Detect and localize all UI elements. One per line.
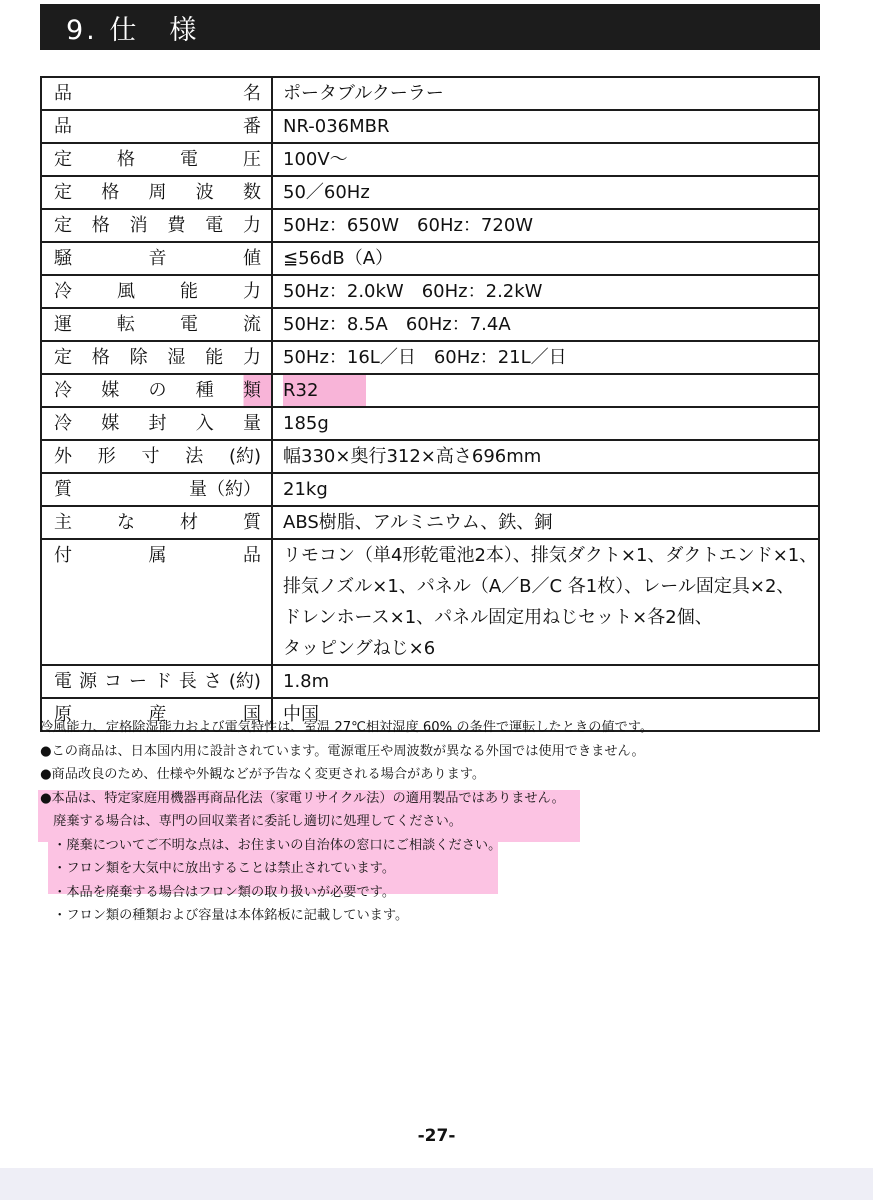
spec-row bbox=[41, 341, 819, 374]
spec-label-char: 冷 bbox=[54, 380, 72, 401]
spec-label-char: 冷 bbox=[54, 413, 72, 434]
spec-value-text: 21kg bbox=[283, 479, 328, 500]
spec-table bbox=[40, 76, 820, 732]
spec-label-char: 格 bbox=[91, 215, 110, 236]
spec-value bbox=[272, 440, 819, 473]
spec-value-text: 185g bbox=[283, 413, 329, 434]
spec-value bbox=[272, 209, 819, 242]
spec-label bbox=[41, 473, 272, 506]
spec-value-text: R32 bbox=[283, 375, 366, 406]
spec-label-char: 電 bbox=[205, 215, 224, 236]
note-line: 廃棄する場合は、専門の回収業者に委託し適切に処理してください。 bbox=[40, 814, 462, 829]
spec-label-char: 量（約） bbox=[189, 479, 261, 500]
spec-label-char: 運 bbox=[54, 314, 72, 335]
spec-label bbox=[41, 110, 272, 143]
spec-label-char: 消 bbox=[129, 215, 148, 236]
bottom-strip bbox=[0, 1168, 873, 1200]
spec-value bbox=[272, 143, 819, 176]
spec-label-char: 格 bbox=[101, 182, 120, 203]
spec-value-text: ABS樹脂、アルミニウム、鉄、銅 bbox=[283, 512, 553, 533]
spec-label-char: 法 bbox=[185, 446, 204, 467]
spec-value bbox=[272, 407, 819, 440]
spec-value bbox=[272, 506, 819, 539]
spec-value bbox=[272, 77, 819, 110]
spec-label-char: 波 bbox=[195, 182, 214, 203]
spec-label-char: ド bbox=[153, 671, 172, 692]
spec-label bbox=[41, 374, 272, 407]
spec-label-char: 品 bbox=[54, 116, 72, 137]
spec-value-text: 100V〜 bbox=[283, 149, 348, 170]
spec-value bbox=[272, 275, 819, 308]
spec-label bbox=[41, 176, 272, 209]
spec-label-char: 材 bbox=[180, 512, 198, 533]
spec-label-char: 風 bbox=[117, 281, 135, 302]
spec-label-char: 格 bbox=[91, 347, 110, 368]
spec-row bbox=[41, 143, 819, 176]
spec-label-char: 原 bbox=[54, 704, 72, 725]
spec-label-char: 付 bbox=[54, 545, 72, 566]
spec-label-char: 長 bbox=[178, 671, 197, 692]
spec-value-text: 50／60Hz bbox=[283, 182, 370, 203]
spec-label-char: 費 bbox=[167, 215, 186, 236]
page-number: -27- bbox=[417, 1126, 456, 1146]
spec-value bbox=[272, 308, 819, 341]
spec-label bbox=[41, 440, 272, 473]
spec-value-line: ドレンホース×1、パネル固定用ねじセット×各2個、 bbox=[283, 607, 713, 628]
spec-label-char: 質 bbox=[243, 512, 261, 533]
spec-row bbox=[41, 539, 819, 665]
spec-row bbox=[41, 176, 819, 209]
spec-label-char: 品 bbox=[243, 545, 261, 566]
spec-label-char: 定 bbox=[54, 182, 72, 203]
note-line: ・フロン類の種類および容量は本体銘板に記載しています。 bbox=[40, 908, 409, 923]
spec-label-char: 値 bbox=[243, 248, 261, 269]
spec-value-text: 中国 bbox=[283, 704, 319, 725]
spec-value bbox=[272, 665, 819, 698]
spec-label-char: 流 bbox=[243, 314, 261, 335]
spec-label bbox=[41, 407, 272, 440]
spec-label bbox=[41, 341, 272, 374]
spec-label-char: 質 bbox=[54, 479, 72, 500]
spec-label-char: 除 bbox=[129, 347, 148, 368]
spec-label-char: 能 bbox=[180, 281, 198, 302]
spec-label-char: コ bbox=[103, 671, 122, 692]
spec-label-char: (約) bbox=[228, 671, 261, 692]
note-line: ●本品は、特定家庭用機器再商品化法（家電リサイクル法）の適用製品ではありません。 bbox=[40, 790, 565, 806]
spec-value bbox=[272, 110, 819, 143]
spec-row bbox=[41, 275, 819, 308]
spec-label-char: 周 bbox=[148, 182, 167, 203]
spec-row bbox=[41, 77, 819, 110]
notes-section bbox=[40, 716, 820, 928]
spec-value-text: ≦56dB（A） bbox=[283, 248, 394, 269]
spec-label bbox=[41, 77, 272, 110]
spec-label-char: 定 bbox=[54, 215, 72, 236]
spec-label-char: 入 bbox=[195, 413, 214, 434]
spec-label-char: 数 bbox=[243, 182, 261, 203]
spec-label-char: 種 bbox=[195, 380, 214, 401]
spec-label-char: 媒 bbox=[101, 380, 120, 401]
spec-label-char: 格 bbox=[117, 149, 135, 170]
spec-label-char: 形 bbox=[97, 446, 116, 467]
spec-label bbox=[41, 308, 272, 341]
spec-label-char: 力 bbox=[242, 215, 261, 236]
spec-label-char: (約) bbox=[228, 446, 261, 467]
spec-label-char: 国 bbox=[243, 704, 261, 725]
note-line: ・フロン類を大気中に放出することは禁止されています。 bbox=[40, 861, 396, 876]
spec-label-char: さ bbox=[203, 671, 222, 692]
spec-value bbox=[272, 341, 819, 374]
spec-label-char: 産 bbox=[148, 704, 167, 725]
spec-row bbox=[41, 665, 819, 698]
note-line: ●この商品は、日本国内用に設計されています。電源電圧や周波数が異なる外国では使用できません。 bbox=[40, 743, 645, 759]
spec-label bbox=[41, 143, 272, 176]
spec-value-line: 排気ノズル×1、パネル（A／B／C 各1枚）、レール固定具×2、 bbox=[283, 576, 795, 597]
spec-label-char: 名 bbox=[243, 83, 261, 104]
spec-value-text: NR-036MBR bbox=[283, 116, 390, 137]
note-line: ●商品改良のため、仕様や外観などが予告なく変更される場合があります。 bbox=[40, 767, 486, 782]
note-line: 冷風能力、定格除湿能力および電気特性は、室温 27℃相対湿度 60% の条件で運転したときの値です。 bbox=[40, 720, 654, 735]
spec-label-char: な bbox=[117, 512, 135, 533]
spec-label bbox=[41, 665, 272, 698]
spec-label-char: 番 bbox=[243, 116, 261, 137]
spec-label-char: 湿 bbox=[167, 347, 186, 368]
spec-label-char: 力 bbox=[242, 347, 261, 368]
spec-value-text: ポータブルクーラー bbox=[283, 83, 444, 104]
spec-label-char: 媒 bbox=[101, 413, 120, 434]
spec-value-line: タッピングねじ×6 bbox=[283, 638, 436, 659]
spec-label-char: 電 bbox=[54, 671, 72, 692]
spec-label-char: 音 bbox=[148, 248, 167, 269]
spec-value bbox=[272, 242, 819, 275]
section-header bbox=[40, 4, 820, 50]
spec-value-text: 50Hz：16L／日 60Hz：21L／日 bbox=[283, 347, 567, 368]
spec-label-char: ー bbox=[128, 671, 147, 692]
spec-label-char: 量 bbox=[243, 413, 261, 434]
spec-label-char: 類 bbox=[243, 380, 261, 401]
spec-label-char: の bbox=[148, 380, 167, 401]
spec-row bbox=[41, 473, 819, 506]
spec-row bbox=[41, 374, 819, 407]
spec-label-char: 定 bbox=[54, 347, 72, 368]
spec-label-char: 電 bbox=[180, 149, 198, 170]
spec-label-char: 源 bbox=[78, 671, 97, 692]
spec-row bbox=[41, 209, 819, 242]
spec-label bbox=[41, 506, 272, 539]
spec-value-text: 50Hz：650W 60Hz：720W bbox=[283, 215, 534, 236]
spec-value-text: 50Hz：8.5A 60Hz：7.4A bbox=[283, 314, 511, 335]
spec-value bbox=[272, 539, 819, 665]
spec-value bbox=[272, 176, 819, 209]
spec-label-char: 属 bbox=[148, 545, 167, 566]
spec-label-char: 転 bbox=[117, 314, 135, 335]
spec-value bbox=[272, 374, 819, 407]
spec-label bbox=[41, 539, 272, 665]
spec-value bbox=[272, 473, 819, 506]
spec-label bbox=[41, 275, 272, 308]
note-line: ・廃棄についてご不明な点は、お住まいの自治体の窓口にご相談ください。 bbox=[40, 837, 502, 853]
section-title: 9. 仕 様 bbox=[66, 14, 200, 46]
spec-row bbox=[41, 242, 819, 275]
spec-label-char: 品 bbox=[54, 83, 72, 104]
spec-label-char: 外 bbox=[54, 446, 72, 467]
spec-row bbox=[41, 440, 819, 473]
note-line: ・本品を廃棄する場合はフロン類の取り扱いが必要です。 bbox=[40, 884, 396, 900]
spec-label-char: 封 bbox=[148, 413, 167, 434]
spec-label-char: 力 bbox=[243, 281, 261, 302]
spec-label-char: 主 bbox=[54, 512, 72, 533]
spec-label-char: 能 bbox=[205, 347, 224, 368]
spec-label-char: 圧 bbox=[243, 149, 261, 170]
spec-label-char: 電 bbox=[180, 314, 198, 335]
spec-value-line: リモコン（単4形乾電池2本）、排気ダクト×1、ダクトエンド×1、 bbox=[283, 545, 818, 566]
spec-value-text: 幅330×奥行312×高さ696mm bbox=[283, 446, 542, 467]
spec-row bbox=[41, 308, 819, 341]
spec-row bbox=[41, 506, 819, 539]
spec-row bbox=[41, 407, 819, 440]
spec-label-char: 冷 bbox=[54, 281, 72, 302]
spec-row bbox=[41, 110, 819, 143]
spec-value-text: 1.8m bbox=[283, 671, 330, 692]
spec-label-char: 寸 bbox=[141, 446, 160, 467]
spec-label-char: 定 bbox=[54, 149, 72, 170]
spec-label bbox=[41, 242, 272, 275]
spec-label bbox=[41, 209, 272, 242]
spec-value-text: 50Hz：2.0kW 60Hz：2.2kW bbox=[283, 281, 543, 302]
spec-label-char: 騒 bbox=[54, 248, 72, 269]
